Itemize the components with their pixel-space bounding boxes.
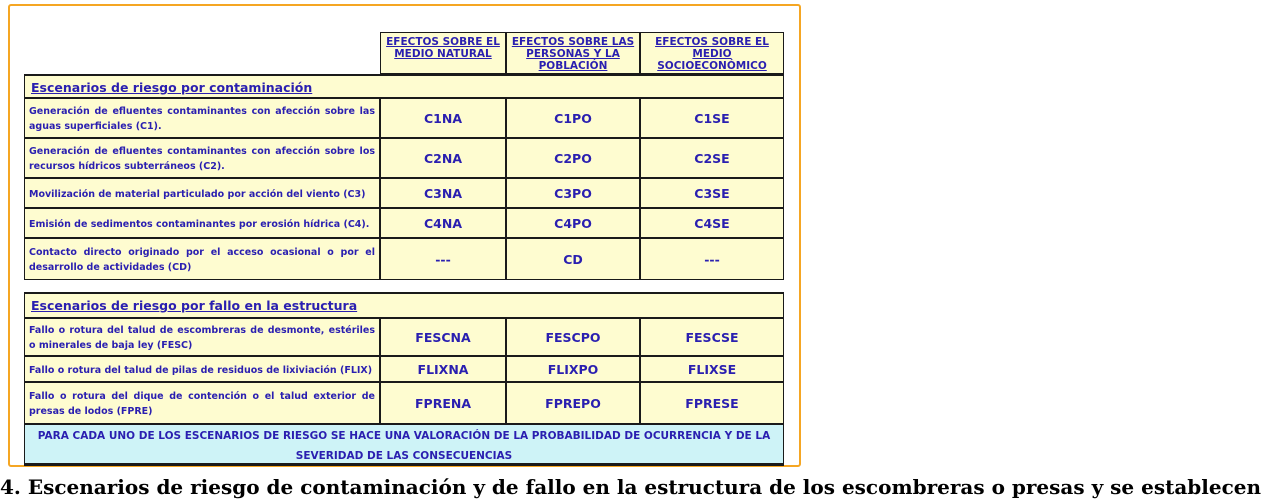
section-title-contaminacion: Escenarios de riesgo por contaminación <box>24 74 784 98</box>
row-description-c2: Generación de efluentes contaminantes con afección sobre los recursos hídricos subterráneos (C2). <box>24 138 380 178</box>
section-title-estructura: Escenarios de riesgo por fallo en la estructura <box>24 292 784 318</box>
code-c1po: C1PO <box>506 98 640 138</box>
footer-line-2: SEVERIDAD DE LAS CONSECUENCIAS <box>295 450 513 462</box>
column-header-personas: EFECTOS SOBRE LAS PERSONAS Y LA POBLACIÓN <box>506 32 640 74</box>
row-description-c4: Emisión de sedimentos contaminantes por erosión hídrica (C4). <box>24 208 380 238</box>
code-c1se: C1SE <box>640 98 784 138</box>
code-cd-socioeconomico: --- <box>640 238 784 280</box>
column-header-socioeconomico: EFECTOS SOBRE EL MEDIO SOCIOECONÓMICO <box>640 32 784 74</box>
footer-note <box>24 424 784 466</box>
row-description-c3: Movilización de material particulado por acción del viento (C3) <box>24 178 380 208</box>
row-description-flix: Fallo o rotura del talud de pilas de residuos de lixiviación (FLIX) <box>24 356 380 382</box>
code-flixpo: FLIXPO <box>506 356 640 382</box>
code-fprese: FPRESE <box>640 382 784 424</box>
code-c3se: C3SE <box>640 178 784 208</box>
code-flixse: FLIXSE <box>640 356 784 382</box>
code-cd-natural: --- <box>380 238 506 280</box>
code-fescse: FESCSE <box>640 318 784 356</box>
code-fprena: FPRENA <box>380 382 506 424</box>
code-c3na: C3NA <box>380 178 506 208</box>
code-cd: CD <box>506 238 640 280</box>
code-c2na: C2NA <box>380 138 506 178</box>
figure-caption: 4. Escenarios de riesgo de contaminación y de fallo en la estructura de los escombreras o presas y se establecen <box>0 475 1261 499</box>
code-c1na: C1NA <box>380 98 506 138</box>
code-fescna: FESCNA <box>380 318 506 356</box>
row-description-fesc: Fallo o rotura del talud de escombreras de desmonte, estériles o minerales de baja ley (FESC) <box>24 318 380 356</box>
code-c4se: C4SE <box>640 208 784 238</box>
footer-line-1: PARA CADA UNO DE LOS ESCENARIOS DE RIESGO SE HACE UNA VALORACIÓN DE LA PROBABILIDAD DE OCURRENCIA Y DE LA <box>37 430 771 442</box>
code-c2se: C2SE <box>640 138 784 178</box>
code-flixna: FLIXNA <box>380 356 506 382</box>
code-fprepo: FPREPO <box>506 382 640 424</box>
row-description-cd: Contacto directo originado por el acceso ocasional o por el desarrollo de actividades (CD) <box>24 238 380 280</box>
row-description-c1: Generación de efluentes contaminantes con afección sobre las aguas superficiales (C1). <box>24 98 380 138</box>
row-description-fpre: Fallo o rotura del dique de contención o el talud exterior de presas de lodos (FPRE) <box>24 382 380 424</box>
code-c2po: C2PO <box>506 138 640 178</box>
code-c4na: C4NA <box>380 208 506 238</box>
code-fescpo: FESCPO <box>506 318 640 356</box>
column-header-natural: EFECTOS SOBRE EL MEDIO NATURAL <box>380 32 506 74</box>
code-c4po: C4PO <box>506 208 640 238</box>
code-c3po: C3PO <box>506 178 640 208</box>
